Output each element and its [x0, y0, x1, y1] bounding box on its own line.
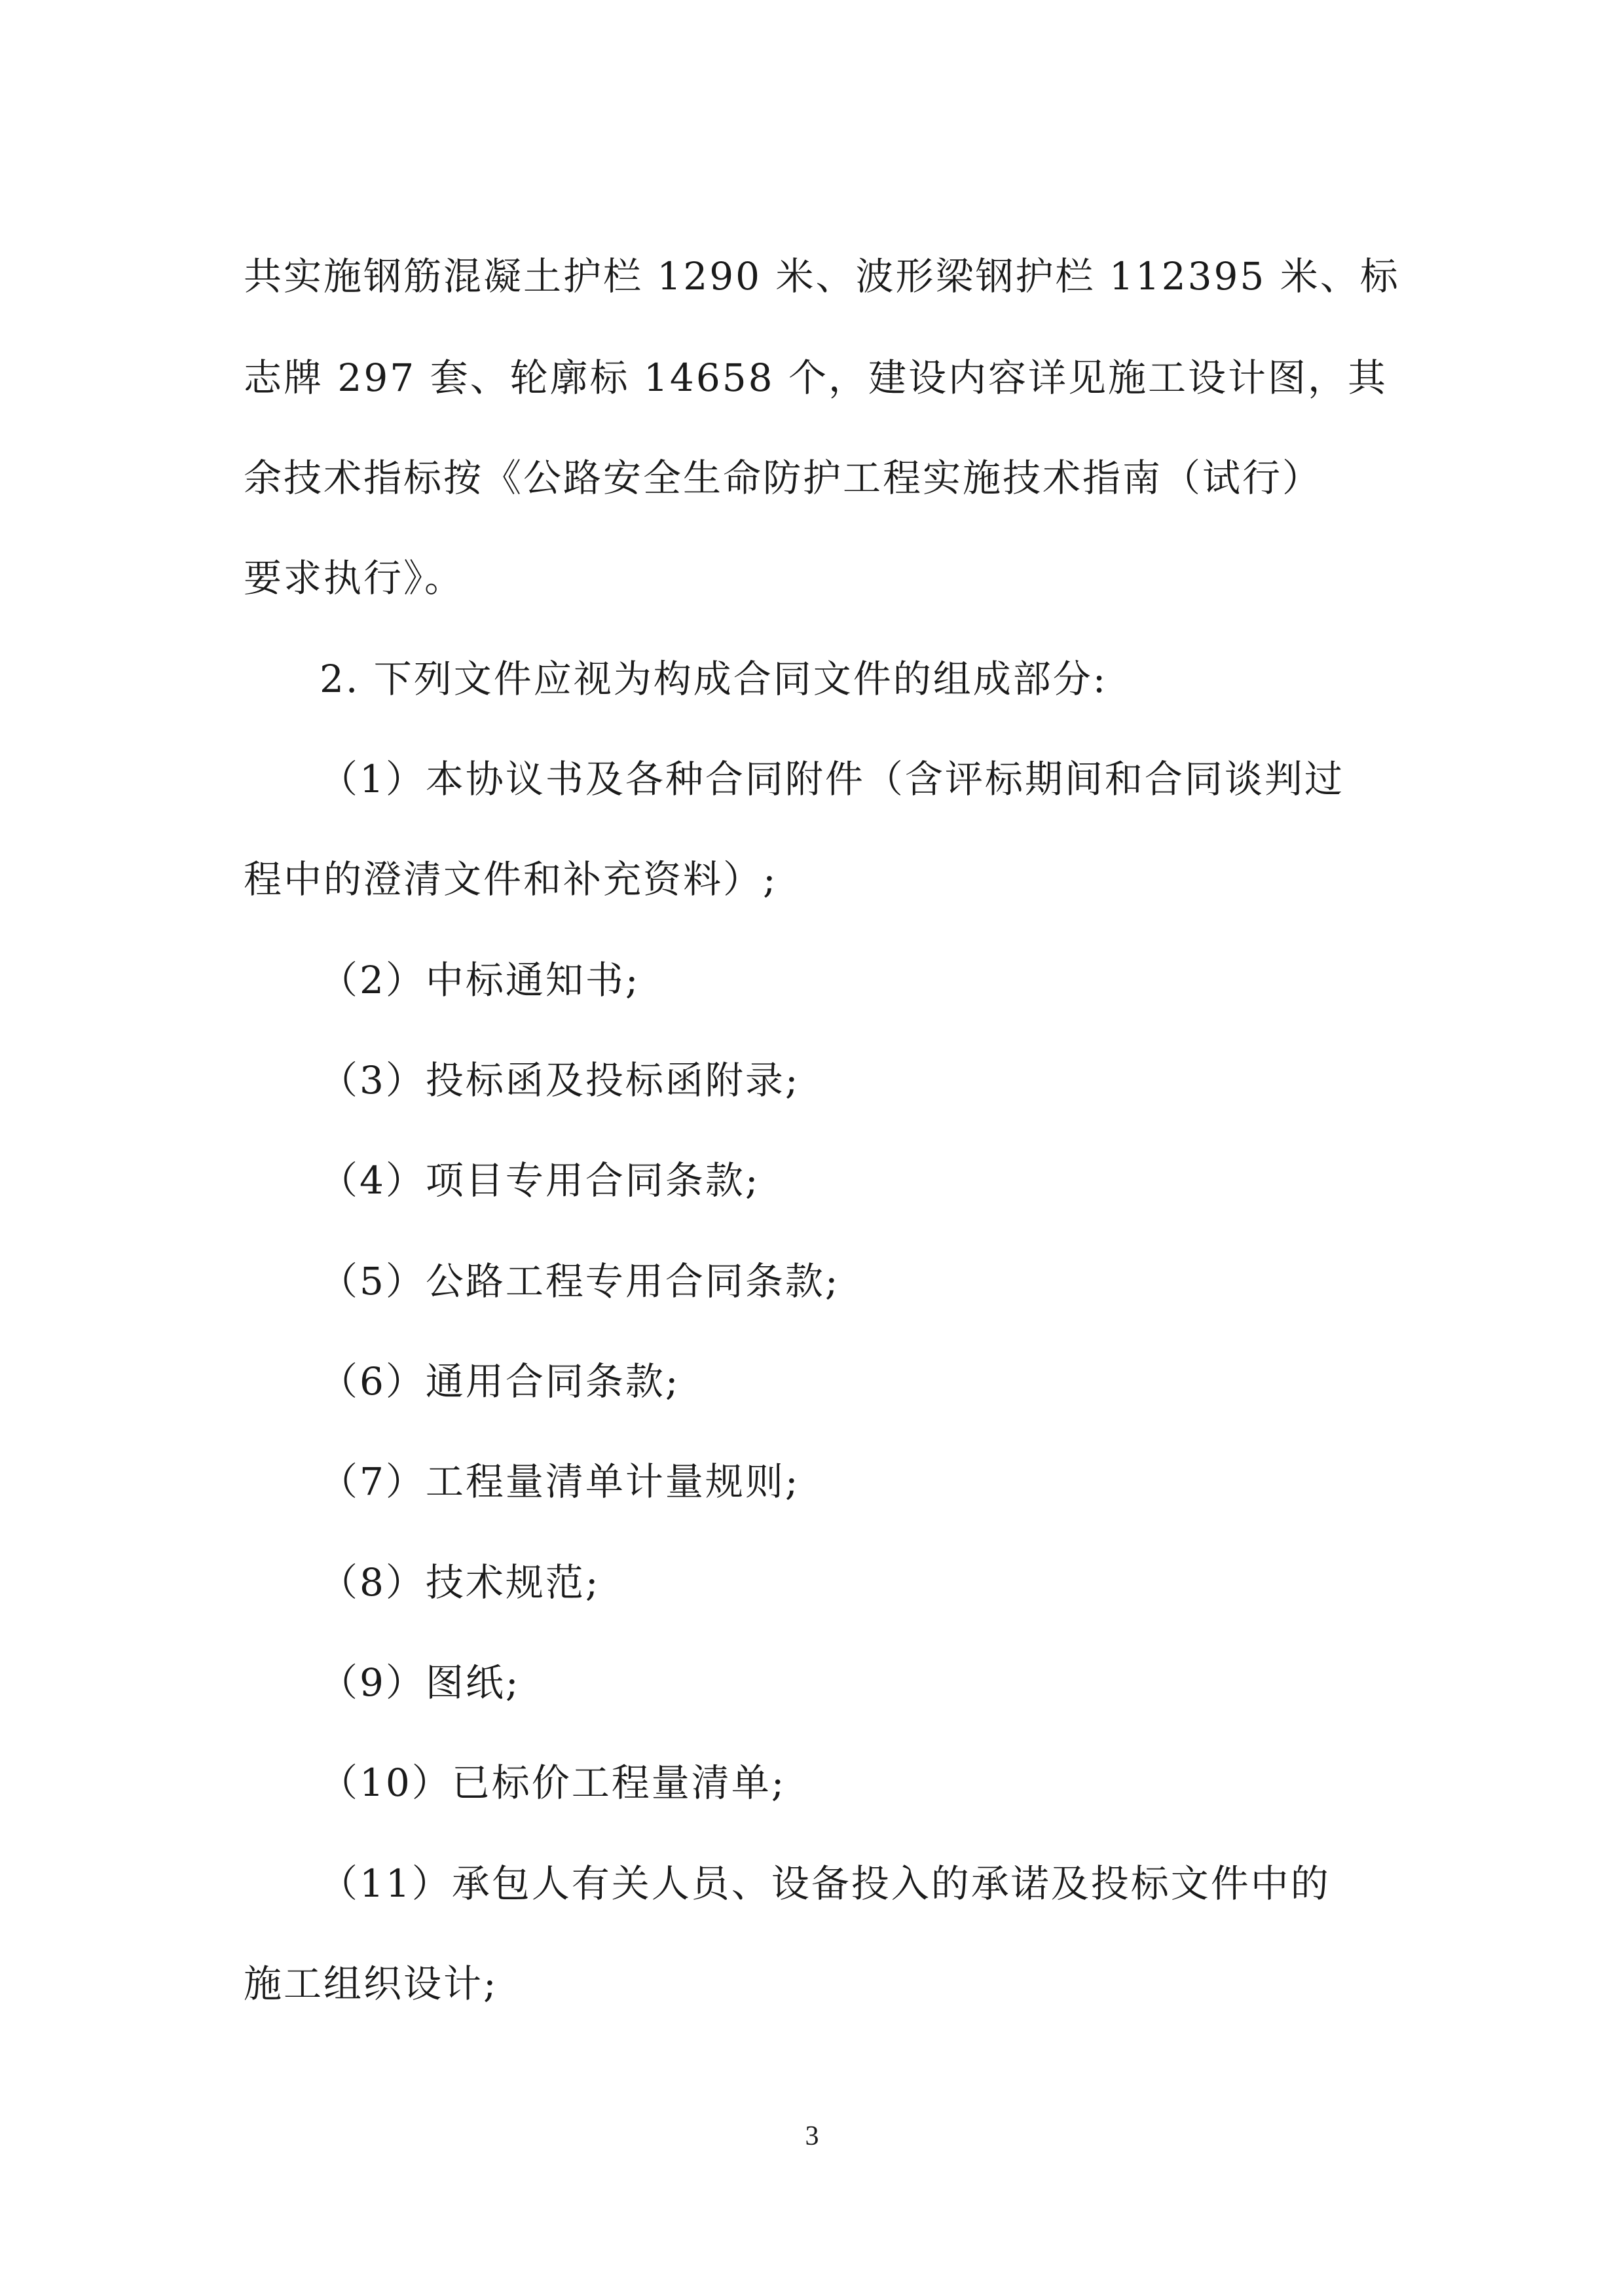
- list-item: （3）投标函及投标函附录;: [320, 1058, 800, 1102]
- list-item-continuation: 程中的澄清文件和补充资料）;: [244, 857, 778, 902]
- list-item-continuation: 施工组织设计;: [244, 1961, 498, 2006]
- paragraph-heading: 2. 下列文件应视为构成合同文件的组成部分:: [320, 657, 1108, 701]
- list-item: （10）已标价工程量清单;: [320, 1760, 786, 1805]
- list-item: （2）中标通知书;: [320, 958, 640, 1002]
- list-item: （6）通用合同条款;: [320, 1359, 680, 1404]
- paragraph-line: 志牌 297 套、轮廓标 14658 个，建设内容详见施工设计图，其: [244, 355, 1388, 400]
- list-item: （9）图纸;: [320, 1660, 521, 1705]
- list-item: （8）技术规范;: [320, 1560, 600, 1605]
- list-item: （4）项目专用合同条款;: [320, 1158, 760, 1203]
- paragraph-line: 要求执行》。: [244, 556, 465, 600]
- paragraph-line: 共实施钢筋混凝土护栏 1290 米、波形梁钢护栏 112395 米、标: [244, 254, 1400, 299]
- page-number: 3: [805, 2121, 819, 2151]
- list-item: （7）工程量清单计量规则;: [320, 1459, 800, 1504]
- list-item: （5）公路工程专用合同条款;: [320, 1259, 840, 1303]
- list-item: （1）本协议书及各种合同附件（含评标期间和合同谈判过: [320, 757, 1344, 801]
- paragraph-line: 余技术指标按《公路安全生命防护工程实施技术指南（试行）: [244, 456, 1323, 500]
- list-item: （11）承包人有关人员、设备投入的承诺及投标文件中的: [320, 1861, 1331, 1906]
